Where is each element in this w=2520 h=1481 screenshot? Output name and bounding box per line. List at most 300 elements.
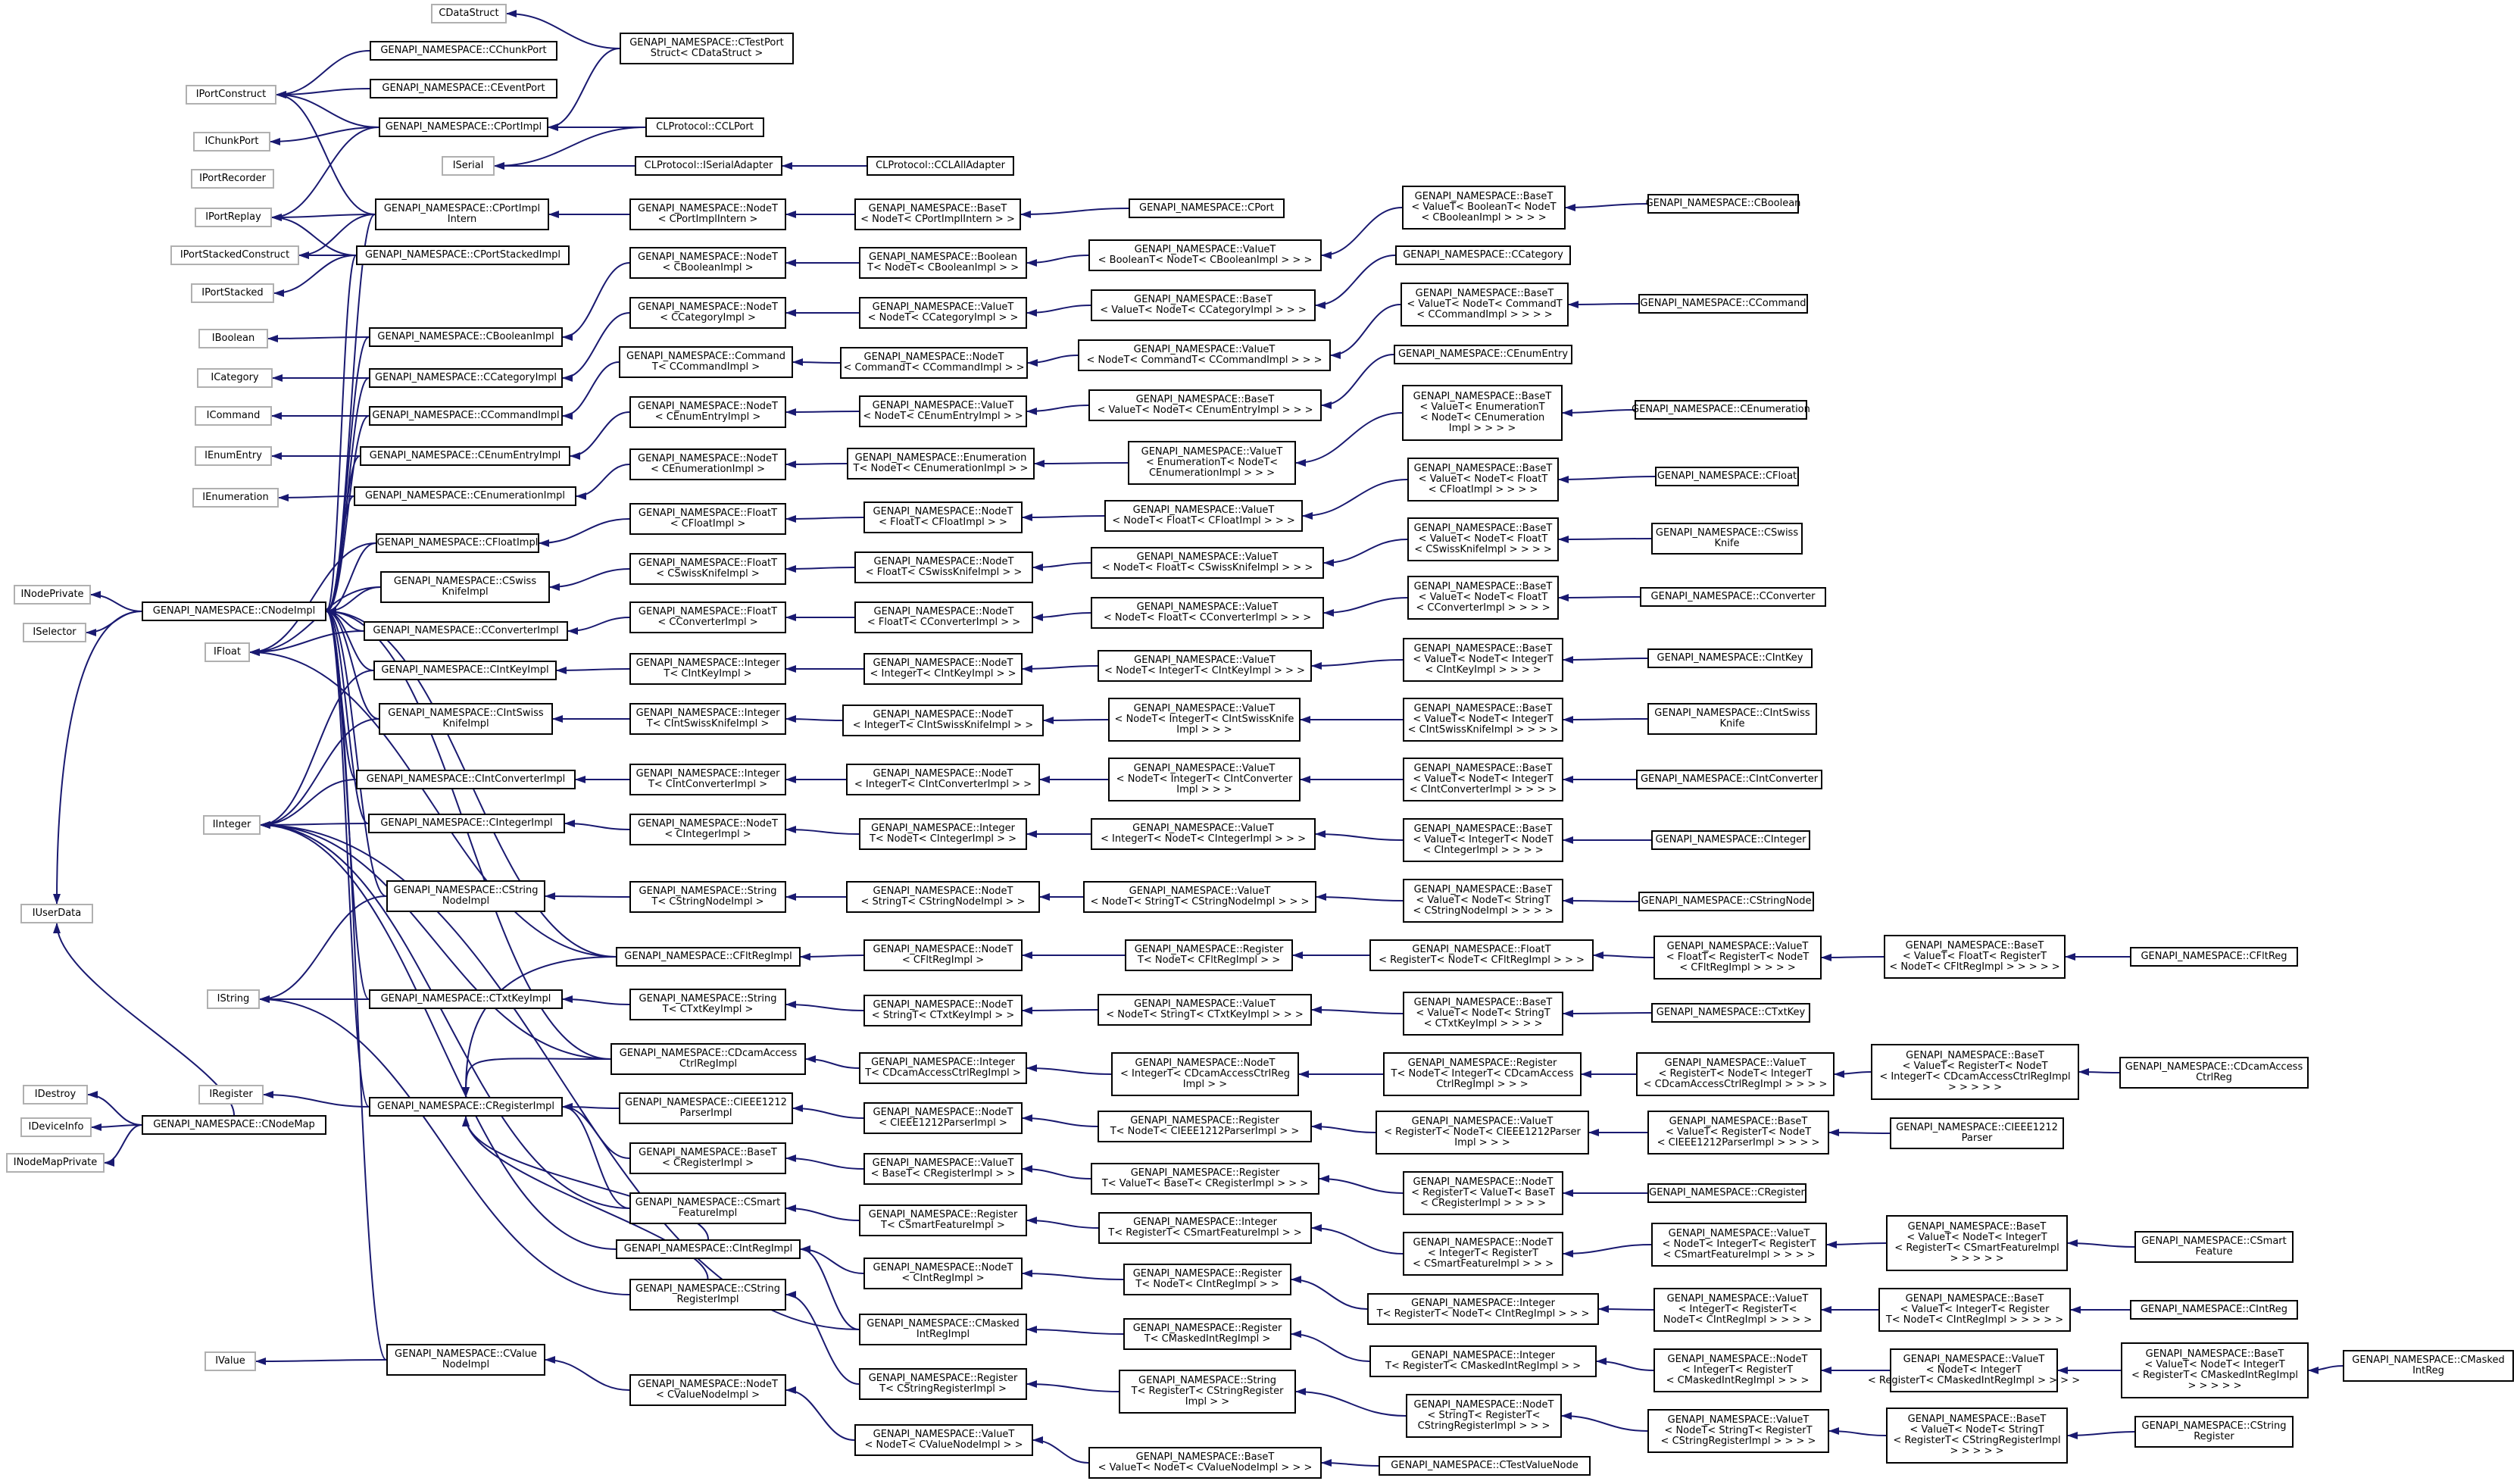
- class-node-cstringnodeimpl[interactable]: [386, 880, 545, 912]
- class-node-label-line: < NodeT< CommandT< CCommandImpl > > >: [1086, 355, 1322, 366]
- class-node-integert-cintkey[interactable]: [629, 653, 786, 685]
- class-node-label-line: < ValueT< NodeT< CValueNodeImpl > > >: [1098, 1462, 1313, 1473]
- class-node-cintkey[interactable]: [1647, 648, 1813, 668]
- class-node-ccommandimpl[interactable]: [369, 406, 563, 426]
- class-node-cregister[interactable]: [1647, 1183, 1806, 1203]
- class-node-registert-cmasked[interactable]: [1123, 1318, 1291, 1350]
- class-node-baset-csmart[interactable]: [1886, 1215, 2068, 1271]
- class-node-label-line: GENAPI_NAMESPACE::CInteger: [1655, 834, 1806, 845]
- class-node-label-line: GENAPI_NAMESPACE::BaseT: [1413, 823, 1553, 835]
- inheritance-edge: [786, 1295, 859, 1384]
- class-node-cintregimpl[interactable]: [616, 1239, 801, 1259]
- class-node-iportreplay[interactable]: [195, 208, 272, 227]
- inheritance-edge: [261, 823, 368, 825]
- class-node-nodet-floatt-cconverter[interactable]: [854, 601, 1033, 633]
- class-node-commandt[interactable]: [619, 346, 793, 378]
- class-node-iportstackedconstruct[interactable]: [170, 245, 299, 265]
- inheritance-edge: [1316, 897, 1403, 901]
- class-node-baset-cstringreg[interactable]: [1886, 1408, 2068, 1464]
- class-node-valuet-integert-cinteger[interactable]: [1091, 818, 1316, 850]
- class-node-cintegerimpl[interactable]: [368, 814, 565, 833]
- class-node-integert-cmasked[interactable]: [1369, 1345, 1597, 1377]
- class-node-integert-cintswiss[interactable]: [629, 703, 786, 735]
- class-node-label-line: Feature: [2195, 1246, 2233, 1258]
- class-node-baset-cmasked[interactable]: [2121, 1342, 2309, 1398]
- class-node-baset-cconverter[interactable]: [1407, 576, 1559, 620]
- class-node-ceventport[interactable]: [370, 79, 557, 98]
- class-node-valuet-cintreg[interactable]: [1653, 1288, 1822, 1332]
- class-node-label-line: GENAPI_NAMESPACE::Integer: [635, 768, 780, 780]
- class-node-label-line: < ValueT< NodeT< CEnumEntryImpl > > >: [1097, 405, 1313, 416]
- class-node-label-line: < CConverterImpl >: [657, 617, 758, 628]
- class-node-baset-cregisterimpl[interactable]: [629, 1142, 786, 1174]
- class-node-nodet-stringt-cstringnode[interactable]: [846, 881, 1040, 913]
- class-node-label-line: < CIntegerImpl > > > >: [1422, 845, 1544, 856]
- class-node-label-line: T< NodeT< CIEEE1212ParserImpl > >: [1110, 1126, 1300, 1137]
- class-node-label-line: < RegisterT< NodeT< CIEEE1212Parser: [1384, 1126, 1581, 1138]
- class-node-stringt-cstringnode[interactable]: [629, 881, 786, 913]
- class-node-cswissknifeimpl[interactable]: [380, 571, 550, 603]
- class-node-label-line: < CIntegerImpl >: [664, 829, 751, 840]
- class-node-floatt-cswiss[interactable]: [629, 553, 786, 585]
- inheritance-edge: [1027, 305, 1091, 313]
- class-node-baset-ctxtkey[interactable]: [1403, 992, 1563, 1036]
- class-node-stringt-cstringreg[interactable]: [1119, 1370, 1296, 1414]
- class-node-icategory[interactable]: [197, 368, 273, 388]
- class-node-label-line: < CFloatImpl > > > >: [1428, 484, 1538, 495]
- class-node-label-line: GENAPI_NAMESPACE::Register: [1130, 1167, 1280, 1179]
- class-node-cintswissknifeimpl[interactable]: [379, 703, 553, 735]
- inheritance-edge: [801, 955, 863, 957]
- class-node-baset-enumeration[interactable]: [1402, 385, 1563, 441]
- class-node-label-line: GENAPI_NAMESPACE::CIEEE1212: [625, 1097, 787, 1108]
- class-node-label-line: GENAPI_NAMESPACE::ValueT: [872, 1158, 1014, 1169]
- class-node-label-line: GENAPI_NAMESPACE::BaseT: [1907, 1221, 2047, 1233]
- class-node-cport[interactable]: [1129, 198, 1285, 218]
- class-node-iregister[interactable]: [198, 1085, 264, 1105]
- class-node-nodet-cieee[interactable]: [863, 1102, 1023, 1134]
- class-node-nodet-cregister[interactable]: [1403, 1171, 1563, 1215]
- class-node-iportstacked[interactable]: [191, 283, 274, 303]
- inheritance-edge: [1023, 1118, 1098, 1126]
- class-node-valuet-nodet-ccategory[interactable]: [859, 297, 1027, 329]
- class-node-label-line: GENAPI_NAMESPACE::Register: [1130, 1115, 1279, 1126]
- class-node-iinteger[interactable]: [203, 815, 261, 835]
- class-node-label-line: < BooleanT< NodeT< CBooleanImpl > > >: [1098, 255, 1313, 266]
- class-node-label-line: Impl > > >: [1454, 1137, 1510, 1148]
- class-node-valuet-cenumentry[interactable]: [859, 395, 1027, 427]
- class-node-label-line: GENAPI_NAMESPACE::FloatT: [1412, 944, 1551, 955]
- inheritance-edge: [57, 611, 142, 904]
- class-node-nodet-cenumeration[interactable]: [629, 448, 786, 480]
- inheritance-edge: [1033, 1440, 1088, 1463]
- class-node-label-line: T< RegisterT< CStringRegister: [1131, 1386, 1284, 1397]
- inheritance-edge: [276, 51, 370, 95]
- class-node-cclport[interactable]: [645, 117, 764, 137]
- class-node-label-line: GENAPI_NAMESPACE::NodeT: [638, 203, 778, 214]
- class-node-label-line: < RegisterT< CStringRegisterImpl: [1893, 1435, 2061, 1446]
- class-node-valuet-csmart[interactable]: [1651, 1223, 1827, 1267]
- class-node-label-line: IString: [217, 993, 250, 1005]
- class-node-nodet-integert-cdcam[interactable]: [1111, 1052, 1299, 1096]
- class-node-cmaskedintreg[interactable]: [2343, 1350, 2514, 1382]
- inheritance-edge: [806, 1059, 859, 1068]
- class-node-ctxtkeyimpl[interactable]: [369, 989, 563, 1009]
- class-node-label-line: GENAPI_NAMESPACE::CMasked: [867, 1318, 1020, 1329]
- class-node-ccommand[interactable]: [1638, 294, 1808, 314]
- class-node-cswissknife[interactable]: [1651, 523, 1803, 555]
- class-node-valuet-cintkey[interactable]: [1098, 650, 1312, 682]
- class-node-label-line: IBoolean: [211, 333, 255, 344]
- class-node-cfltregimpl[interactable]: [616, 947, 801, 967]
- class-node-label-line: T< NodeT< CEnumerationImpl > >: [853, 463, 1029, 474]
- class-node-label-line: > > > > >: [2187, 1380, 2242, 1392]
- class-node-csmartfeature[interactable]: [2134, 1231, 2294, 1263]
- class-node-valuet-cswiss[interactable]: [1091, 547, 1324, 579]
- inheritance-edge: [1312, 1126, 1376, 1133]
- class-node-label-line: < NodeT< FloatT< CConverterImpl > > >: [1103, 612, 1312, 623]
- inheritance-edge: [568, 617, 629, 631]
- class-node-label-line: IntRegImpl: [916, 1329, 970, 1340]
- class-node-nodet-cintreg[interactable]: [863, 1258, 1023, 1289]
- class-node-nodet-stringt-ctxtkey[interactable]: [863, 995, 1023, 1026]
- class-node-label-line: GENAPI_NAMESPACE::CChunkPort: [380, 45, 547, 56]
- class-node-nodet-csmart[interactable]: [1403, 1232, 1563, 1276]
- class-node-floatt-cfloat[interactable]: [629, 503, 786, 535]
- class-node-baset-cieee[interactable]: [1647, 1111, 1829, 1154]
- class-node-baset-cintkey[interactable]: [1403, 638, 1563, 682]
- class-node-cportimpl[interactable]: [379, 117, 548, 137]
- class-node-label-line: GENAPI_NAMESPACE::NodeT: [638, 453, 778, 464]
- class-node-valuet-cstringreg[interactable]: [1647, 1409, 1829, 1453]
- class-node-baset-nodet-cportimplintern[interactable]: [854, 198, 1021, 230]
- class-node-label-line: T< CSmartFeatureImpl >: [881, 1220, 1005, 1231]
- class-node-label-line: < ValueT< RegisterT< NodeT: [1902, 1061, 2048, 1072]
- class-node-label-line: < CFloatImpl >: [670, 518, 746, 530]
- class-node-nodet-cmasked[interactable]: [1653, 1348, 1822, 1392]
- class-node-label-line: < CRegisterImpl >: [661, 1158, 754, 1169]
- class-node-label-line: T< CCommandImpl >: [651, 361, 760, 373]
- class-node-inodemapprivate[interactable]: [6, 1153, 105, 1173]
- class-node-valuet-booleant[interactable]: [1088, 239, 1322, 271]
- class-node-cdcamaccessctrlreg[interactable]: [2119, 1057, 2309, 1089]
- class-node-booleant-nodet[interactable]: [859, 247, 1027, 279]
- class-node-iportrecorder[interactable]: [191, 169, 274, 189]
- class-node-cregisterimpl[interactable]: [369, 1097, 563, 1117]
- class-node-cportstackedimpl[interactable]: [356, 245, 570, 265]
- class-node-nodet-cbooleanimpl[interactable]: [629, 247, 786, 279]
- class-node-label-line: GENAPI_NAMESPACE::CIntSwiss: [388, 708, 544, 719]
- class-node-nodet-cstringreg[interactable]: [1406, 1394, 1562, 1438]
- class-node-label-line: > > > > >: [1950, 1445, 2004, 1457]
- class-node-ienumeration[interactable]: [192, 488, 279, 508]
- class-node-integert-cintreg[interactable]: [1367, 1293, 1599, 1325]
- class-node-nodet-cenumentry[interactable]: [629, 396, 786, 428]
- class-node-nodet-integert-cintkey[interactable]: [863, 653, 1023, 685]
- class-node-baset-cdcam[interactable]: [1871, 1044, 2079, 1100]
- class-node-label-line: GENAPI_NAMESPACE::CNodeMap: [153, 1119, 315, 1130]
- class-node-label-line: GENAPI_NAMESPACE::BaseT: [1135, 394, 1275, 405]
- class-node-cieee1212parser[interactable]: [1890, 1117, 2064, 1149]
- class-node-registert-cintreg[interactable]: [1123, 1264, 1291, 1295]
- class-node-cfloat[interactable]: [1655, 467, 1799, 486]
- class-node-label-line: < CIntConverterImpl > > > >: [1409, 784, 1557, 795]
- class-node-valuet-cieee[interactable]: [1376, 1111, 1589, 1154]
- class-node-baset-cintswiss[interactable]: [1403, 698, 1563, 742]
- class-node-cieee1212parserimpl[interactable]: [619, 1092, 793, 1124]
- class-node-cinteger[interactable]: [1651, 830, 1810, 850]
- class-node-label-line: GENAPI_NAMESPACE::FloatT: [638, 558, 778, 569]
- class-node-cdcamaccessctrlregimpl[interactable]: [610, 1043, 806, 1075]
- class-node-label-line: GENAPI_NAMESPACE::BaseT: [1134, 294, 1272, 305]
- class-node-ivalue[interactable]: [205, 1351, 256, 1371]
- class-node-label-line: < CSmartFeatureImpl > > >: [1413, 1258, 1554, 1270]
- inheritance-edge: [1028, 355, 1078, 363]
- class-node-cnodeimpl[interactable]: [142, 601, 326, 621]
- class-node-nodet-integert-cintswiss[interactable]: [842, 705, 1044, 736]
- class-node-cstringregister[interactable]: [2134, 1416, 2294, 1448]
- class-node-valuet-cmasked[interactable]: [1867, 1348, 2081, 1392]
- class-node-nodet-integert-cintconverter[interactable]: [846, 764, 1040, 795]
- class-node-label-line: T< RegisterT< NodeT< CIntRegImpl > > >: [1376, 1308, 1590, 1320]
- inheritance-edge: [1563, 1013, 1651, 1014]
- inheritance-edge: [786, 1208, 859, 1220]
- class-node-label-line: GENAPI_NAMESPACE::CCommand: [1640, 298, 1806, 309]
- class-node-label-line: > > > > >: [1950, 1253, 2004, 1264]
- class-node-valuet-cintconverter[interactable]: [1108, 758, 1301, 801]
- class-node-baset-cfloat[interactable]: [1407, 458, 1559, 501]
- class-node-iserialadapter[interactable]: [635, 156, 782, 176]
- class-node-iuserdata[interactable]: [20, 904, 93, 923]
- class-node-label-line: GENAPI_NAMESPACE::String: [1138, 1375, 1276, 1386]
- class-node-registert-valuet-cregister[interactable]: [1091, 1163, 1319, 1195]
- class-node-valuet-command[interactable]: [1078, 339, 1331, 371]
- class-node-label-line: GENAPI_NAMESPACE::FloatT: [638, 606, 778, 617]
- class-node-label-line: < CSwissKnifeImpl >: [656, 568, 760, 580]
- class-node-iserial[interactable]: [442, 156, 495, 176]
- class-node-integert-csmart[interactable]: [1098, 1212, 1312, 1244]
- inheritance-edge: [1033, 563, 1091, 567]
- class-node-label-line: GENAPI_NAMESPACE::CConverterImpl: [373, 625, 559, 636]
- class-node-cconverterimpl[interactable]: [364, 621, 568, 641]
- class-node-label-line: T< CTxtKeyImpl >: [662, 1004, 754, 1015]
- class-node-label-line: < CTxtKeyImpl > > > >: [1423, 1018, 1543, 1030]
- class-node-cportimplintern[interactable]: [375, 198, 549, 230]
- class-node-ccategoryimpl[interactable]: [369, 368, 563, 388]
- class-node-registert-cieee[interactable]: [1098, 1111, 1312, 1142]
- class-node-icommand[interactable]: [195, 406, 272, 426]
- class-node-valuet-cconverter[interactable]: [1091, 597, 1324, 629]
- class-node-registert-csmart[interactable]: [859, 1204, 1027, 1236]
- inheritance-edge: [550, 569, 629, 587]
- class-node-cintreg[interactable]: [2130, 1300, 2298, 1320]
- inheritance-edge: [1562, 1416, 1647, 1431]
- class-node-label-line: < RegisterT< NodeT< IntegerT: [1658, 1068, 1813, 1080]
- class-node-label-line: Struct< CDataStruct >: [650, 48, 763, 59]
- class-node-registert-cfltreg[interactable]: [1125, 939, 1293, 971]
- class-node-label-line: GENAPI_NAMESPACE::BaseT: [1906, 1050, 2044, 1061]
- class-node-label-line: < ValueT< RegisterT< NodeT: [1665, 1126, 1812, 1138]
- class-node-label-line: GENAPI_NAMESPACE::CTestValueNode: [1391, 1460, 1579, 1471]
- class-node-cenumeration[interactable]: [1632, 400, 1810, 420]
- class-node-istring[interactable]: [207, 989, 260, 1009]
- class-node-label-line: < FloatT< RegisterT< NodeT: [1666, 951, 1810, 963]
- class-node-label-line: IDeviceInfo: [28, 1121, 84, 1133]
- inheritance-edge: [1312, 1228, 1403, 1254]
- class-node-baset-cintreg[interactable]: [1878, 1288, 2071, 1332]
- class-node-baset-cswissknife[interactable]: [1407, 517, 1559, 561]
- class-node-valuet-cfltreg[interactable]: [1653, 936, 1822, 980]
- class-node-ideviceinfo[interactable]: [20, 1117, 92, 1137]
- class-node-label-line: < CommandT< CCommandImpl > >: [843, 362, 1025, 373]
- class-node-valuet-baset-cregister[interactable]: [863, 1153, 1023, 1185]
- class-node-cboolean[interactable]: [1647, 194, 1799, 214]
- class-node-integert-nodet-cinteger[interactable]: [859, 818, 1027, 850]
- class-node-valuet-cdcam[interactable]: [1636, 1052, 1835, 1096]
- class-node-csmartfeatureimpl[interactable]: [629, 1192, 786, 1224]
- class-node-nodet-ccategoryimpl[interactable]: [629, 297, 786, 329]
- inheritance-edge: [1331, 305, 1401, 355]
- class-node-label-line: < ValueT< NodeT< FloatT: [1418, 592, 1548, 603]
- class-node-label-line: GENAPI_NAMESPACE::CIntConverterImpl: [366, 773, 566, 785]
- class-node-valuet-cstringnode[interactable]: [1083, 881, 1316, 913]
- class-node-ccategory[interactable]: [1395, 245, 1571, 265]
- class-node-label-line: < RegisterT< NodeT< CFltRegImpl > > >: [1379, 955, 1585, 966]
- class-node-ichunkport[interactable]: [193, 132, 270, 152]
- class-node-enumerationt[interactable]: [847, 448, 1035, 480]
- inheritance-edge: [576, 464, 629, 496]
- class-node-iportconstruct[interactable]: [186, 85, 276, 105]
- class-node-cintconverterimpl[interactable]: [356, 770, 576, 789]
- class-node-ifloat[interactable]: [205, 642, 250, 662]
- class-node-label-line: < FloatT< CFloatImpl > >: [879, 517, 1007, 528]
- class-node-floatt-cconverter[interactable]: [629, 601, 786, 633]
- class-node-label-line: Impl > > > >: [1448, 423, 1516, 434]
- class-node-nodet-cfltreg[interactable]: [863, 939, 1023, 971]
- class-node-cchunkport[interactable]: [370, 41, 557, 61]
- class-node-nodet-floatt-cswiss[interactable]: [854, 551, 1033, 583]
- class-node-ctxtkey[interactable]: [1651, 1003, 1810, 1023]
- class-node-baset-cstringnode[interactable]: [1403, 879, 1563, 923]
- class-node-baset-cfltreg[interactable]: [1884, 935, 2066, 979]
- class-node-cconverter[interactable]: [1640, 587, 1826, 607]
- class-node-cintkeyimpl[interactable]: [373, 661, 557, 680]
- class-node-valuet-cintswiss[interactable]: [1108, 698, 1301, 742]
- class-node-cenumentry[interactable]: [1394, 345, 1572, 364]
- class-node-label-line: CDataStruct: [439, 8, 499, 19]
- class-node-label-line: GENAPI_NAMESPACE::ValueT: [1903, 1354, 2045, 1365]
- class-node-baset-cvaluenode[interactable]: [1088, 1447, 1322, 1479]
- class-node-cintswissknife[interactable]: [1647, 703, 1817, 735]
- class-node-cbooleanimpl[interactable]: [369, 327, 563, 347]
- class-node-nodet-commandt[interactable]: [840, 347, 1028, 379]
- class-node-label-line: GENAPI_NAMESPACE::CRegisterImpl: [376, 1101, 555, 1112]
- inheritance-edge: [1322, 208, 1402, 255]
- class-node-ctestport[interactable]: [620, 33, 794, 64]
- class-node-nodet-cportimplintern[interactable]: [629, 198, 786, 230]
- class-node-label-line: GENAPI_NAMESPACE::NodeT: [873, 556, 1014, 567]
- class-node-stringt-ctxtkey[interactable]: [629, 989, 786, 1020]
- class-node-idestroy[interactable]: [23, 1085, 88, 1105]
- class-node-cintconverter[interactable]: [1636, 770, 1822, 789]
- class-node-integert-cintconverter[interactable]: [629, 764, 786, 795]
- class-node-cvaluenodeimpl[interactable]: [386, 1344, 545, 1376]
- class-node-valuet-ctxtkey[interactable]: [1098, 994, 1312, 1026]
- class-node-baset-command[interactable]: [1401, 283, 1569, 327]
- class-node-cstringregisterimpl[interactable]: [629, 1279, 786, 1311]
- class-node-cmaskedintregimpl[interactable]: [859, 1314, 1027, 1345]
- class-node-cenumentryimpl[interactable]: [360, 446, 570, 466]
- class-node-nodet-cintegerimpl[interactable]: [629, 814, 786, 845]
- class-node-valuet-cvaluenode[interactable]: [854, 1424, 1033, 1456]
- class-node-baset-valuet-boolean[interactable]: [1402, 186, 1566, 230]
- class-node-label-line: < ValueT< FloatT< RegisterT: [1902, 951, 2047, 962]
- class-node-cnodemap[interactable]: [142, 1115, 326, 1135]
- inheritance-edge: [1322, 1463, 1379, 1466]
- class-node-label-line: GENAPI_NAMESPACE::NodeT: [873, 1107, 1013, 1118]
- class-node-label-line: T< NodeT< CIntegerImpl > >: [869, 833, 1017, 845]
- class-node-baset-cintconverter[interactable]: [1403, 758, 1563, 801]
- class-node-valuet-cfloat[interactable]: [1104, 500, 1303, 532]
- class-node-inodeprivate[interactable]: [14, 585, 91, 605]
- class-node-baset-cenumentry[interactable]: [1088, 389, 1322, 421]
- inheritance-edge: [1599, 1309, 1653, 1310]
- class-node-label-line: GENAPI_NAMESPACE::BaseT: [1413, 391, 1552, 402]
- class-node-ctestvaluenode[interactable]: [1379, 1456, 1591, 1476]
- class-node-label-line: GENAPI_NAMESPACE::CSwiss: [1655, 527, 1799, 539]
- inheritance-edge: [261, 670, 373, 825]
- class-node-iboolean[interactable]: [198, 329, 268, 348]
- class-node-label-line: GENAPI_NAMESPACE::NodeT: [873, 658, 1013, 669]
- class-node-registert-cdcam[interactable]: [1383, 1052, 1582, 1096]
- class-node-label-line: GENAPI_NAMESPACE::BaseT: [1414, 191, 1554, 202]
- class-node-label-line: < ValueT< EnumerationT: [1419, 401, 1545, 413]
- class-node-valuet-enumeration[interactable]: [1128, 441, 1296, 485]
- inheritance-edge: [2079, 1072, 2119, 1073]
- class-node-label-line: GENAPI_NAMESPACE::ValueT: [1668, 1228, 1810, 1239]
- class-node-label-line: Impl > >: [1185, 1396, 1230, 1408]
- inheritance-edge: [1027, 1220, 1098, 1228]
- class-node-label-line: < CSmartFeatureImpl > > > >: [1663, 1249, 1816, 1261]
- class-node-label-line: GENAPI_NAMESPACE::NodeT: [873, 886, 1013, 897]
- class-node-baset-cinteger[interactable]: [1403, 818, 1563, 862]
- class-node-label-line: < NodeT< IntegerT< CIntSwissKnife: [1114, 714, 1294, 725]
- class-node-baset-valuet-ccategory[interactable]: [1091, 289, 1316, 321]
- class-node-label-line: < CIntSwissKnifeImpl > > > >: [1407, 724, 1559, 736]
- class-node-iselector[interactable]: [23, 623, 86, 642]
- class-node-cfltreg[interactable]: [2130, 947, 2298, 967]
- class-node-nodet-floatt-cfloat[interactable]: [863, 501, 1023, 533]
- class-node-label-line: < ValueT< NodeT< IntegerT: [1906, 1232, 2047, 1243]
- class-node-registert-cstringreg[interactable]: [859, 1368, 1027, 1400]
- class-node-cdatastruct[interactable]: [431, 4, 507, 23]
- class-node-cclalladapter[interactable]: [867, 156, 1014, 176]
- class-node-label-line: IFloat: [214, 646, 241, 658]
- class-node-floatt-registert-cfltreg[interactable]: [1369, 939, 1594, 971]
- class-node-label-line: IValue: [215, 1355, 245, 1367]
- class-node-ienumentry[interactable]: [195, 446, 272, 466]
- class-node-label-line: GENAPI_NAMESPACE::CEventPort: [382, 83, 545, 94]
- class-node-cenumerationimpl[interactable]: [354, 486, 576, 506]
- class-node-label-line: < NodeT< IntegerT< RegisterT: [1662, 1239, 1816, 1250]
- class-node-label-line: GENAPI_NAMESPACE::Register: [1132, 1323, 1282, 1334]
- class-node-label-line: < CStringNodeImpl > > > >: [1413, 905, 1554, 917]
- class-node-label-line: GENAPI_NAMESPACE::BaseT: [1669, 1116, 1808, 1127]
- class-node-cstringnode[interactable]: [1638, 892, 1814, 911]
- class-node-cfloatimpl[interactable]: [376, 533, 539, 553]
- class-node-integert-cdcam[interactable]: [859, 1052, 1027, 1084]
- class-node-nodet-cvaluenode[interactable]: [629, 1374, 786, 1406]
